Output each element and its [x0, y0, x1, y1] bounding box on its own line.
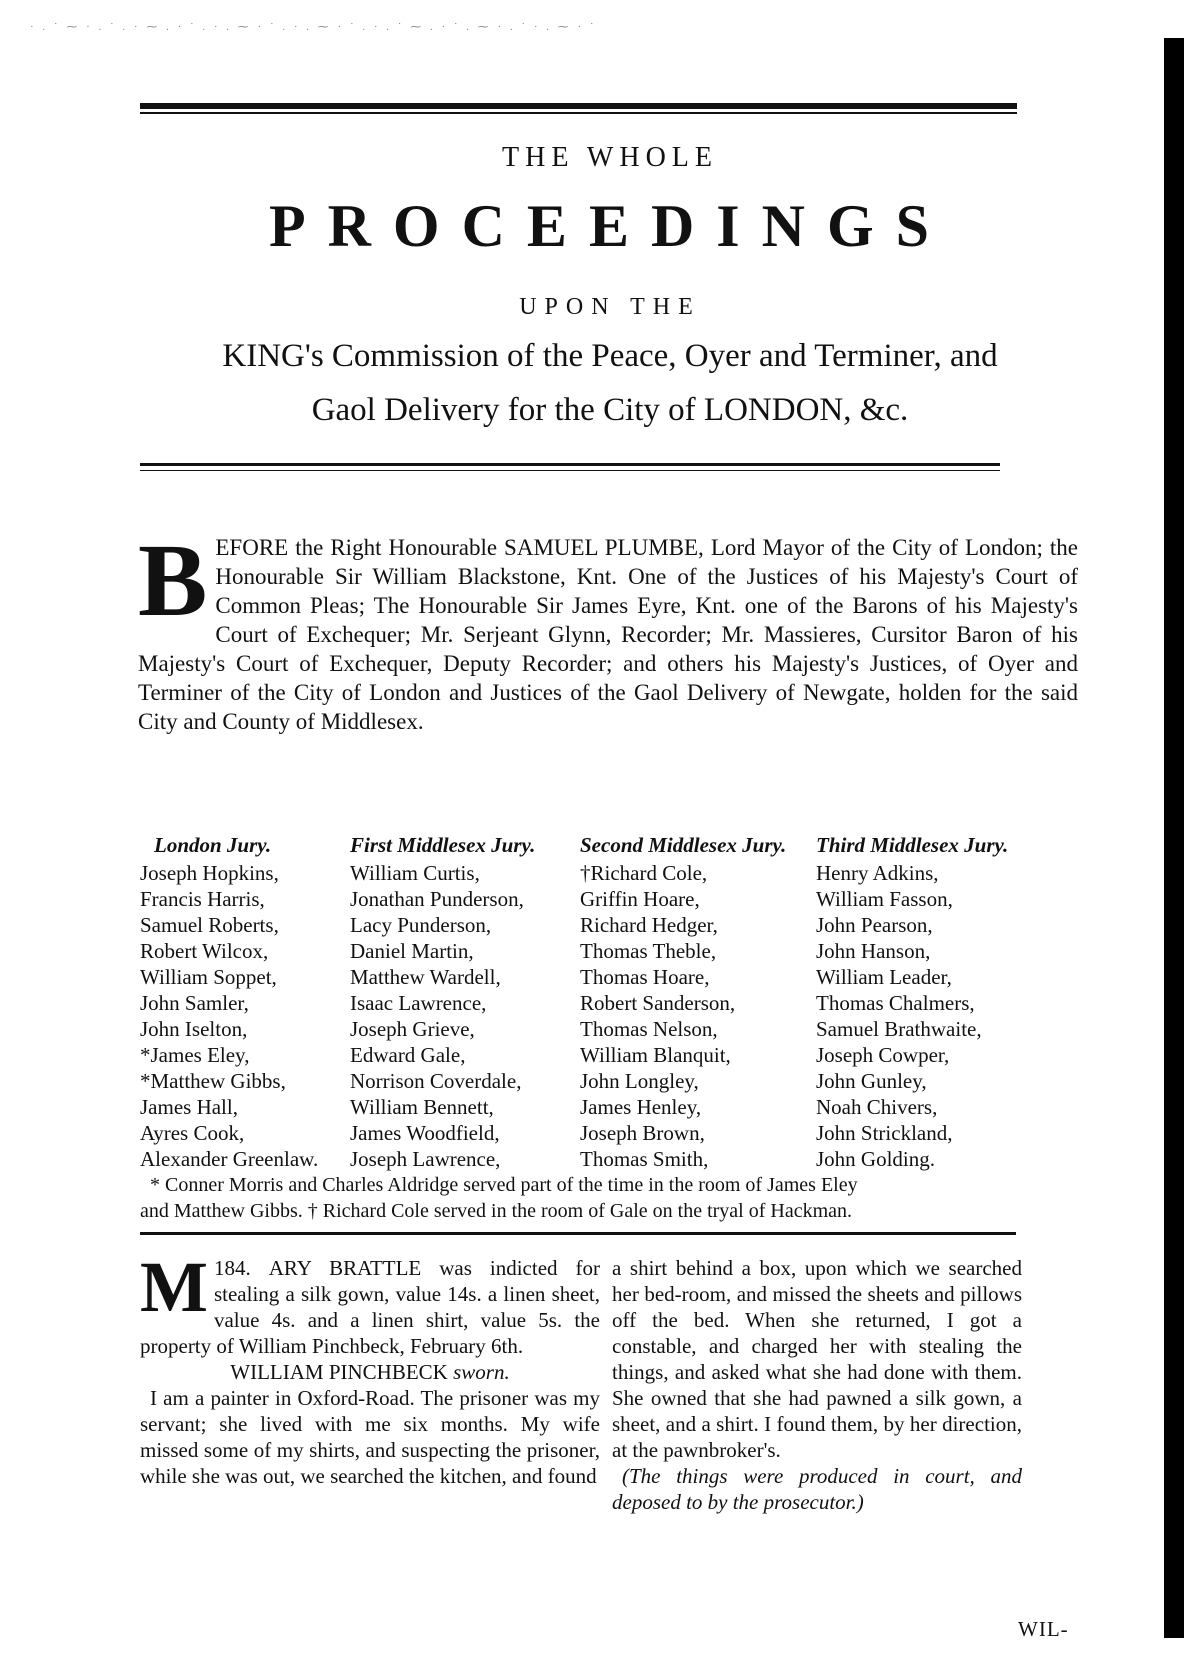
- juror: John Hanson,: [816, 939, 931, 963]
- case-left-column: [140, 1247, 600, 1489]
- intro-text: EFORE the Right Honourable SAMUEL PLUMBE, Lord Mayor of the City of London; the Honourable Sir William Blackstone, Knt. One of the Justices of his Majesty's Court of Common Pleas; The Honourable Sir James Eyre, Knt. one of the Barons of his Majesty's Court of Exchequer; Mr. Serjeant Glynn, Recorder; Mr. Massieres, Cursitor Baron of his Majesty's Court of Exchequer, Deputy Recorder; and others his Majesty's Justices, of Oyer and Terminer of the City of London and Justices of the Gaol Delivery of Newgate, holden for the said City and County of Middlesex.: [138, 535, 1078, 734]
- jury-note-2: and Matthew Gibbs. † Richard Cole served in the room of Gale on the tryal of Hackman.: [140, 1200, 853, 1222]
- juror: *Matthew Gibbs,: [140, 1069, 286, 1093]
- juror: Joseph Brown,: [580, 1121, 705, 1145]
- juror: Robert Sanderson,: [580, 991, 736, 1015]
- jury-first-middlesex: [350, 832, 535, 1172]
- notes-rule: [140, 1232, 1016, 1235]
- juror: William Soppet,: [140, 965, 277, 989]
- case-drop-cap: M: [140, 1247, 208, 1327]
- juror: Henry Adkins,: [816, 861, 939, 885]
- header-rule-thin: [140, 470, 1000, 471]
- juror: John Golding.: [816, 1147, 936, 1171]
- intro-paragraph: [138, 523, 1078, 736]
- juror: Joseph Cowper,: [816, 1043, 950, 1067]
- juror: Noah Chivers,: [816, 1095, 938, 1119]
- top-thin-rule: [140, 112, 1017, 114]
- juror: William Curtis,: [350, 861, 480, 885]
- case-number: 184.: [213, 1256, 251, 1280]
- page-edge-shadow: [1164, 38, 1184, 1638]
- juror: William Leader,: [816, 965, 952, 989]
- produced-note: (The things were produced in court, and deposed to by the prosecutor.): [612, 1464, 1022, 1514]
- witness-name: WILLIAM PINCHBECK: [230, 1360, 448, 1384]
- juror: John Samler,: [140, 991, 249, 1015]
- juror: John Gunley,: [816, 1069, 927, 1093]
- juror: Samuel Roberts,: [140, 913, 279, 937]
- juror: Samuel Brathwaite,: [816, 1017, 982, 1041]
- juror: Lacy Punderson,: [350, 913, 492, 937]
- juror: Daniel Martin,: [350, 939, 474, 963]
- intro-drop-cap: B: [138, 523, 208, 638]
- juror: Joseph Hopkins,: [140, 861, 279, 885]
- juror: Matthew Wardell,: [350, 965, 501, 989]
- juror: Ayres Cook,: [140, 1121, 245, 1145]
- header-rule-thick: [140, 463, 1000, 466]
- juror: Robert Wilcox,: [140, 939, 269, 963]
- juror: Thomas Theble,: [580, 939, 717, 963]
- jury-title: London Jury.: [154, 833, 272, 857]
- juror: Richard Hedger,: [580, 913, 718, 937]
- title-line-the-whole: THE WHOLE: [502, 142, 718, 173]
- juror: James Woodfield,: [350, 1121, 500, 1145]
- catchword: WIL-: [1018, 1617, 1069, 1641]
- juror: Joseph Grieve,: [350, 1017, 475, 1041]
- juror: Thomas Chalmers,: [816, 991, 975, 1015]
- title-gaol-delivery: Gaol Delivery for the City of LONDON, &c.: [311, 392, 909, 428]
- testimony-left: I am a painter in Oxford-Road. The prisoner was my servant; she lived with me six months. My wife missed some of my shirts, and suspecting the prisoner, while she was out, we searched the kitchen, and found: [140, 1386, 600, 1488]
- jury-third-middlesex: [816, 832, 1008, 1172]
- juror: Griffin Hoare,: [580, 887, 700, 911]
- juror: John Longley,: [580, 1069, 699, 1093]
- case-right-column: [612, 1255, 1022, 1515]
- juror: Thomas Hoare,: [580, 965, 710, 989]
- witness-heading: [140, 1359, 600, 1385]
- juror: Jonathan Punderson,: [350, 887, 524, 911]
- jury-note-1: * Conner Morris and Charles Aldridge served part of the time in the room of James Eley: [150, 1174, 858, 1196]
- scan-noise: · . ˙ ⁓ · . ˙ . · ⁓ . · ˙ . · . ⁓ · ˙ . · . ⁓ · ˙ . · . ˙ ⁓ . · ˙ . ⁓ · . ˙ · . ⁓ · ˙: [30, 21, 597, 33]
- jury-title: Third Middlesex Jury.: [816, 833, 1009, 857]
- jury-title: First Middlesex Jury.: [350, 833, 536, 857]
- case-opening: [140, 1247, 600, 1359]
- title-proceedings: PROCEEDINGS: [268, 193, 952, 259]
- juror: Norrison Coverdale,: [350, 1069, 522, 1093]
- juror: John Pearson,: [816, 913, 933, 937]
- juror: Thomas Nelson,: [580, 1017, 718, 1041]
- juror: Francis Harris,: [140, 887, 265, 911]
- juror: Edward Gale,: [350, 1043, 466, 1067]
- top-double-rule: [140, 103, 1017, 109]
- juror: James Henley,: [580, 1095, 702, 1119]
- case-opening-text: ARY BRATTLE was indicted for stealing a silk gown, value 14s. a linen sheet, value 4s. and a linen shirt, value 5s. the property of William Pinchbeck, February 6th.: [140, 1256, 600, 1358]
- witness-sworn: sworn.: [453, 1360, 510, 1384]
- juror: William Blanquit,: [580, 1043, 731, 1067]
- juror: Joseph Lawrence,: [350, 1147, 501, 1171]
- juror: Alexander Greenlaw.: [140, 1147, 319, 1171]
- jury-second-middlesex: [580, 832, 786, 1172]
- juror: †Richard Cole,: [580, 861, 708, 885]
- juror: William Fasson,: [816, 887, 953, 911]
- title-commission: KING's Commission of the Peace, Oyer and Terminer, and: [222, 338, 998, 374]
- title-upon-the: UPON THE: [519, 294, 701, 320]
- juror: John Iselton,: [140, 1017, 248, 1041]
- juror: James Hall,: [140, 1095, 238, 1119]
- juror: John Strickland,: [816, 1121, 953, 1145]
- jury-london: [140, 832, 318, 1172]
- juror: William Bennett,: [350, 1095, 494, 1119]
- jury-title: Second Middlesex Jury.: [580, 833, 787, 857]
- juror: Thomas Smith,: [580, 1147, 709, 1171]
- juror: Isaac Lawrence,: [350, 991, 487, 1015]
- juror: *James Eley,: [140, 1043, 250, 1067]
- testimony-right: a shirt behind a box, upon which we searched her bed-room, and missed the sheets and pillows off the bed. When she returned, I got a constable, and charged her with stealing the things, and asked what she had done with them. She owned that she had pawned a silk gown, a sheet, and a shirt. I found them, by her direction, at the pawnbroker's.: [612, 1256, 1022, 1462]
